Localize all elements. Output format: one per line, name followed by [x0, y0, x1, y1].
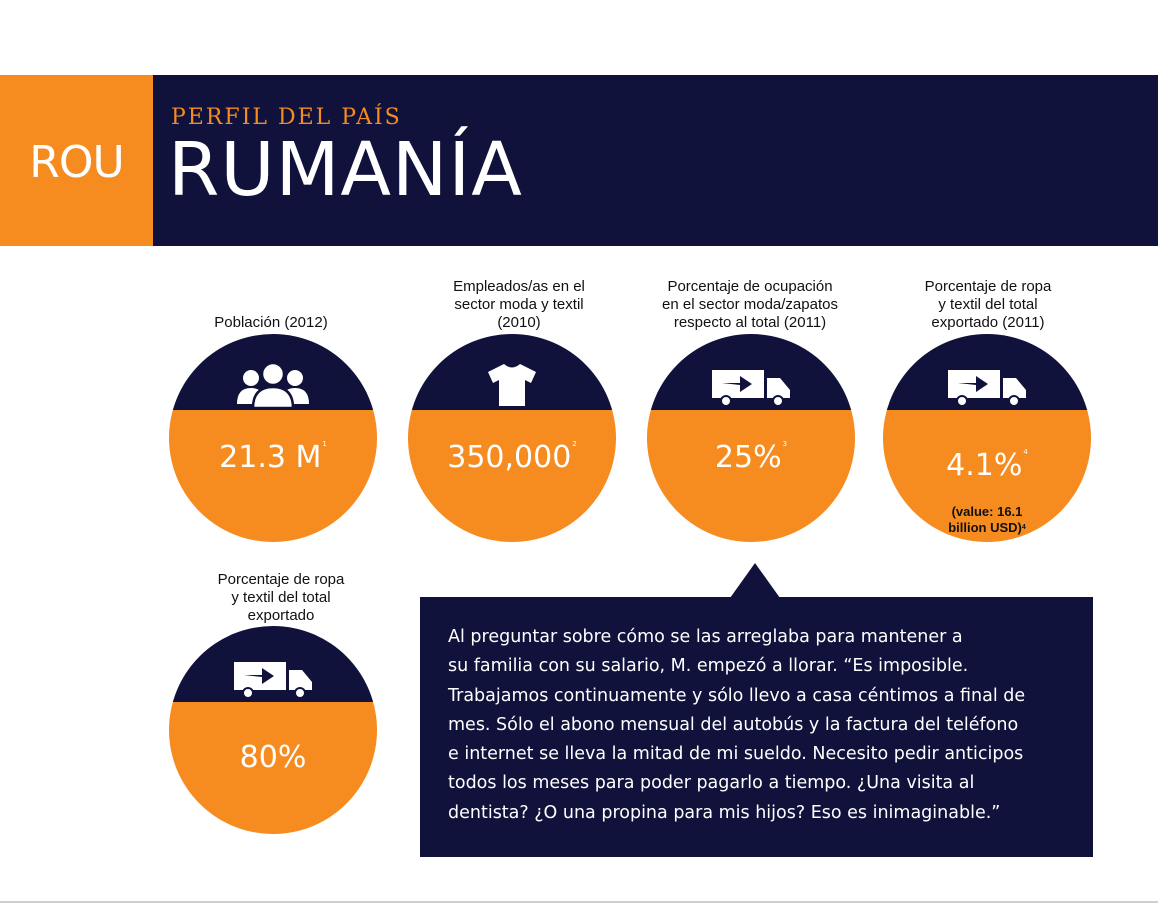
- stat-circle-occupation: [647, 334, 855, 542]
- stat-value-exports: 80%: [239, 740, 307, 775]
- truck-icon: [232, 658, 314, 700]
- stat-label-exports-2011: Porcentaje de ropa y textil del total exportado (2011): [924, 278, 1052, 331]
- stat-label-employees: Empleados/as en el sector moda y textil (2010): [453, 278, 585, 331]
- stat-label-population: Población (2012): [214, 314, 328, 331]
- truck-icon: [710, 366, 792, 408]
- quote-text: Al preguntar sobre cómo se las arreglaba para mantener a su familia con su salario, M. empezó a llorar. “Es imposible. Trabajamos continuamente y sólo llevo a casa céntimos a final de mes. Sólo el abono mensual del autobús y la factura del teléfono e internet se lleva la mitad de mi sueldo. Necesito pedir anticipos todos los meses para poder pagarlo a tiempo. ¿Una visita al dentista? ¿O una propina para mis hijos? Eso es inimaginable.”: [448, 627, 1026, 823]
- stat-circle-exports: [169, 626, 377, 834]
- bottom-divider: [0, 901, 1158, 903]
- stat-value-exports-2011: 4.1%$^4$: [946, 448, 1028, 483]
- stat-circle-population: [169, 334, 377, 542]
- stat-label-exports: Porcentaje de ropa y textil del total exportado: [217, 571, 345, 624]
- truck-icon: [946, 366, 1028, 408]
- stat-note-exports-2011: (value: 16.1 billion USD)$^4$: [948, 504, 1026, 535]
- stat-value-population: 21.3 $M^1$: [219, 440, 327, 475]
- stat-value-employees: 350,000$^2$: [447, 440, 577, 475]
- header-subtitle: PERFIL DEL PAÍS: [171, 105, 402, 130]
- country-code: ROU: [29, 137, 124, 188]
- stat-circle-exports-2011: [883, 334, 1091, 542]
- country-code-block: [0, 75, 153, 246]
- stat-value-occupation: 25%$^3$: [714, 440, 788, 475]
- stat-label-occupation: Porcentaje de ocupación en el sector moda/zapatos respecto al total (2011): [662, 278, 838, 331]
- header-banner: [153, 75, 1158, 246]
- tshirt-icon: [486, 362, 538, 408]
- page-title: RUMANÍA: [168, 127, 523, 213]
- stat-circle-employees: [408, 334, 616, 542]
- quote-pointer: [730, 563, 780, 598]
- quote-box: [420, 597, 1093, 857]
- people-icon: [235, 360, 311, 410]
